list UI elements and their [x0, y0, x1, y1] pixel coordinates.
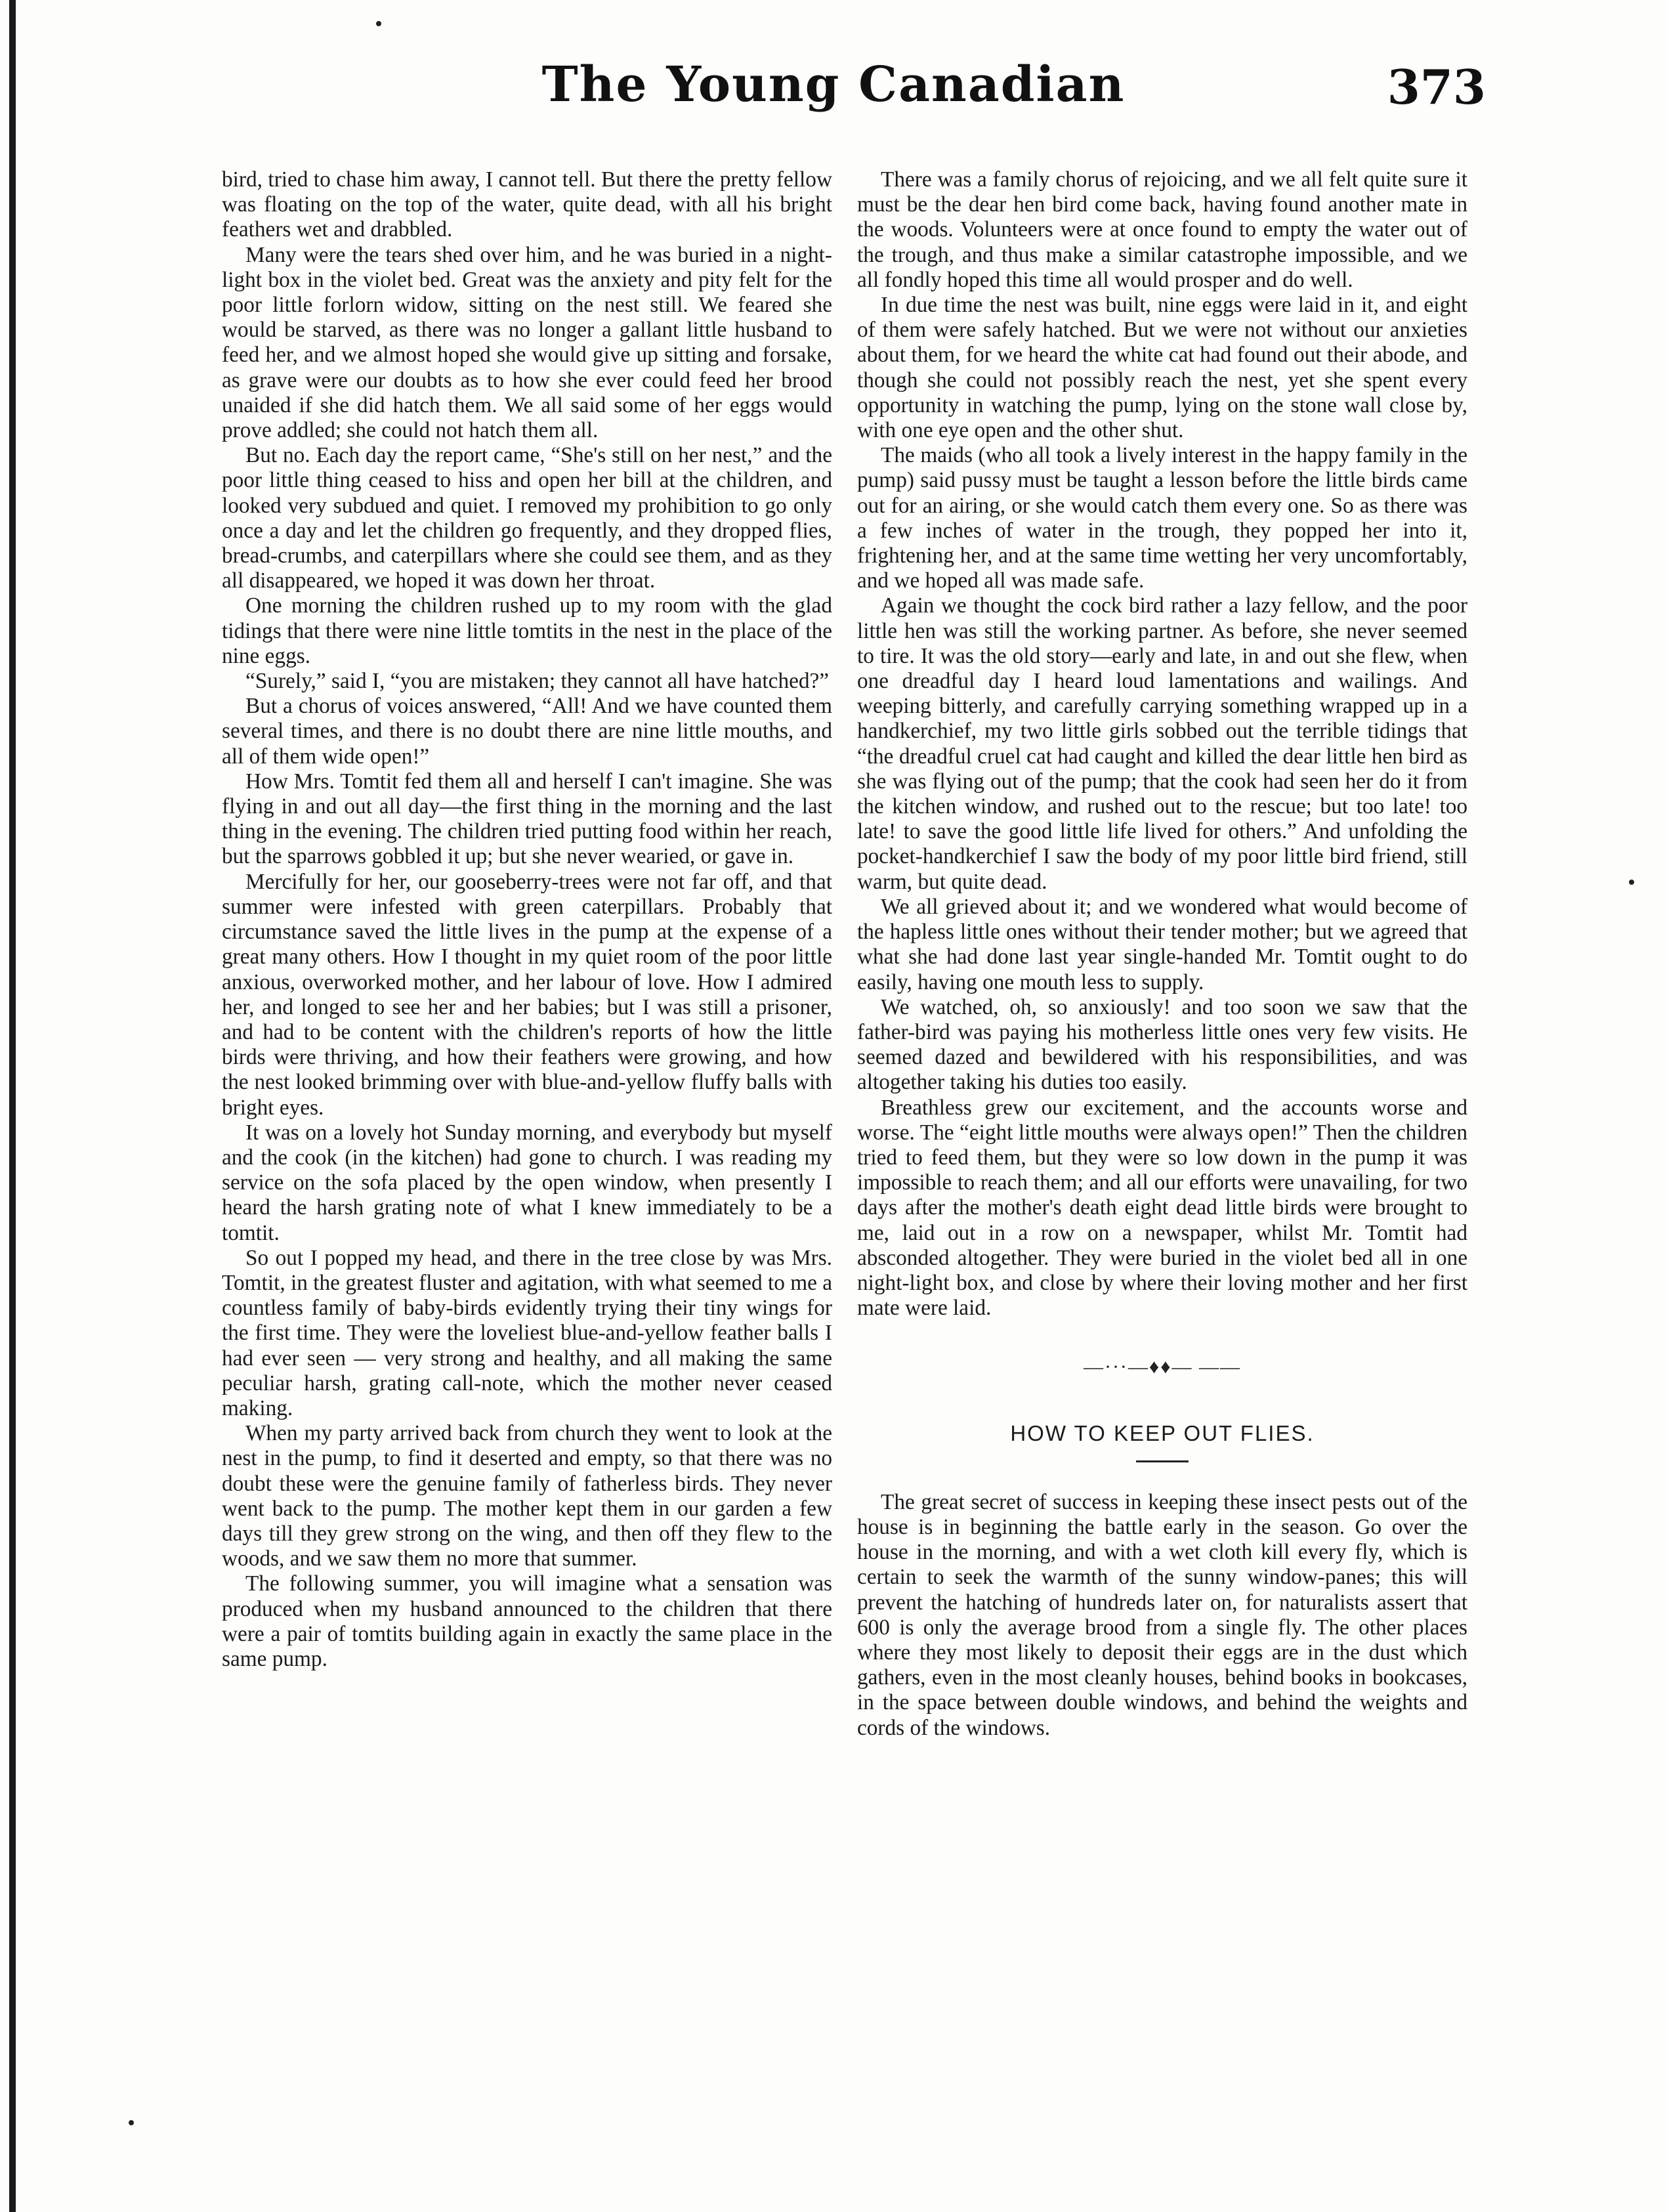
paragraph: How Mrs. Tomtit fed them all and herself I can't imagine. She was flying in and out all day—the first thing in the morning and the last thing in the evening. The children tried putting food within her reach, but the sparrows gobbled it up; but she never wearied, or gave in. — [222, 769, 832, 869]
print-speck — [1629, 880, 1634, 885]
paragraph: The following summer, you will imagine what a sensation was produced when my husband announced to the children that there were a pair of tomtits building again in exactly the same place in the same pump. — [222, 1571, 832, 1671]
paragraph: We all grieved about it; and we wondered what would become of the hapless little ones without their tender mother; but we agreed that what she had done last year single-handed Mr. Tomtit ought to do easily, having one mouth less to supply. — [857, 894, 1467, 994]
paragraph: When my party arrived back from church they went to look at the nest in the pump, to find it deserted and empty, so that there was no doubt these were the genuine family of fatherless birds. They never went back to the pump. The mother kept them in our garden a few days till they grew strong on the wing, and then off they flew to the woods, and we saw them no more that summer. — [222, 1421, 832, 1571]
paragraph: The great secret of success in keeping these insect pests out of the house is in beginning the battle early in the season. Go over the house in the morning, and with a wet cloth kill every fly, which is certain to seek the warmth of the sunny window-panes; this will prevent the hatching of hundreds later on, for naturalists assert that 600 is only the average brood from a single fly. The other places where they most likely to deposit their eggs are in the dust which gathers, even in the most cleanly houses, behind books in bookcases, in the space between double windows, and behind the weights and cords of the windows. — [857, 1489, 1467, 1740]
paragraph: It was on a lovely hot Sunday morning, and everybody but myself and the cook (in the kitchen) had gone to church. I was reading my service on the sofa placed by the open window, when presently I heard the harsh grating note of what I knew immediately to be a tomtit. — [222, 1120, 832, 1245]
paragraph: One morning the children rushed up to my room with the glad tidings that there were nine little tomtits in the nest in the place of the nine eggs. — [222, 593, 832, 668]
left-column — [222, 167, 832, 1672]
paragraph: But no. Each day the report came, “She's still on her nest,” and the poor little thing ceased to hiss and open her bill at the children, and looked very subdued and quiet. I removed my prohibition to go only once a day and let the children go frequently, and they dropped flies, bread-crumbs, and caterpillars where she could see them, and as they all disappeared, we hoped it was down her throat. — [222, 443, 832, 593]
periodical-title: The Young Canadian — [541, 56, 1126, 113]
paragraph: So out I popped my head, and there in the tree close by was Mrs. Tomtit, in the greatest fluster and agitation, with what seemed to me a countless family of baby-birds evidently trying their tiny wings for the first time. They were the loveliest blue-and-yellow feather balls I had ever seen — very strong and healthy, and all making the same peculiar harsh, grating call-note, which the mother never ceased making. — [222, 1245, 832, 1420]
binding-edge — [9, 0, 16, 2212]
paragraph: Again we thought the cock bird rather a lazy fellow, and the poor little hen was still the working partner. As before, she never seemed to tire. It was the old story—early and late, in and out she flew, when one dreadful day I heard loud lamentations and wailings. And weeping bitterly, and carefully carrying something wrapped up in a handkerchief, my two little girls sobbed out the terrible tidings that “the dreadful cruel cat had caught and killed the dear little hen bird as she was flying out of the pump; that the cook had seen her do it from the kitchen window, and rushed out to the rescue; but too late! too late! to save the good little life lived for others.” And unfolding the pocket-handkerchief I saw the body of my poor little bird friend, still warm, but quite dead. — [857, 593, 1467, 894]
heading-rule — [1136, 1460, 1189, 1462]
print-speck — [376, 21, 381, 26]
paragraph: Mercifully for her, our gooseberry-trees were not far off, and that summer were infested with green caterpillars. Probably that circumstance saved the little lives in the pump at the expense of a great many others. How I thought in my quiet room of the poor little anxious, overworked mother, and her labour of love. How I admired her, and longed to see her and her babies; but I was still a prisoner, and had to be content with the children's reports of how the little birds were thriving, and how their feathers were growing, and how the nest looked brimming over with blue-and-yellow fluffy balls with bright eyes. — [222, 869, 832, 1120]
section-heading: HOW TO KEEP OUT FLIES. — [1010, 1420, 1315, 1445]
print-speck — [129, 2120, 134, 2125]
paragraph: We watched, oh, so anxiously! and too soon we saw that the father-bird was paying his motherless little ones very few visits. He seemed dazed and bewildered with his responsibilities, and was altogether taking his duties too easily. — [857, 994, 1467, 1095]
right-column — [857, 167, 1467, 1741]
paragraph: There was a family chorus of rejoicing, and we all felt quite sure it must be the dear hen bird come back, having found another mate in the woods. Volunteers were at once found to empty the water out of the trough, and thus make a similar catastrophe impossible, and we all fondly hoped this time all would prosper and do well. — [857, 167, 1467, 292]
page-number: 373 — [1387, 59, 1486, 115]
paragraph: But a chorus of voices answered, “All! And we have counted them several times, and there is no doubt there are nine little mouths, and all of them wide open!” — [222, 694, 832, 769]
paragraph: The maids (who all took a lively interest in the happy family in the pump) said pussy must be taught a lesson before the little birds came out for an airing, or she would catch them every one. So as there was a few inches of water in the trough, they popped her into it, frightening her, and at the same time wetting her very uncomfortably, and we hoped all was made safe. — [857, 443, 1467, 593]
paragraph: Many were the tears shed over him, and he was buried in a night-light box in the violet bed. Great was the anxiety and pity felt for the poor little forlorn widow, sitting on the nest still. We feared she would be starved, as there was no longer a gallant little husband to feed her, and we almost hoped she would give up sitting and forsake, as grave were our doubts as to how she ever could feed her brood unaided if she did hatch them. We all said some of her eggs would prove addled; she could not hatch them all. — [222, 242, 832, 443]
paragraph: In due time the nest was built, nine eggs were laid in it, and eight of them were safely hatched. But we were not without our anxieties about them, for we heard the white cat had found out their abode, and though she could not possibly reach the nest, yet she spent every opportunity in watching the pump, lying on the stone wall close by, with one eye open and the other shut. — [857, 293, 1467, 443]
paragraph: bird, tried to chase him away, I cannot tell. But there the pretty fellow was floating on the top of the water, quite dead, with all his bright feathers wet and drabbled. — [222, 167, 832, 242]
paragraph: “Surely,” said I, “you are mistaken; they cannot all have hatched?” — [245, 669, 830, 694]
section-divider: —···—♦♦— —— — [1083, 1356, 1242, 1378]
paragraph: Breathless grew our excitement, and the accounts worse and worse. The “eight little mouths were always open!” Then the children tried to feed them, but they were so low down in the pump it was impossible to reach them; and all our efforts were unavailing, for two days after the mother's death eight dead little birds were brought to me, laid out in a row on a newspaper, whilst Mr. Tomtit had absconded altogether. They were buried in the violet bed all in one night-light box, and close by where their loving mother and her first mate were laid. — [857, 1095, 1467, 1321]
